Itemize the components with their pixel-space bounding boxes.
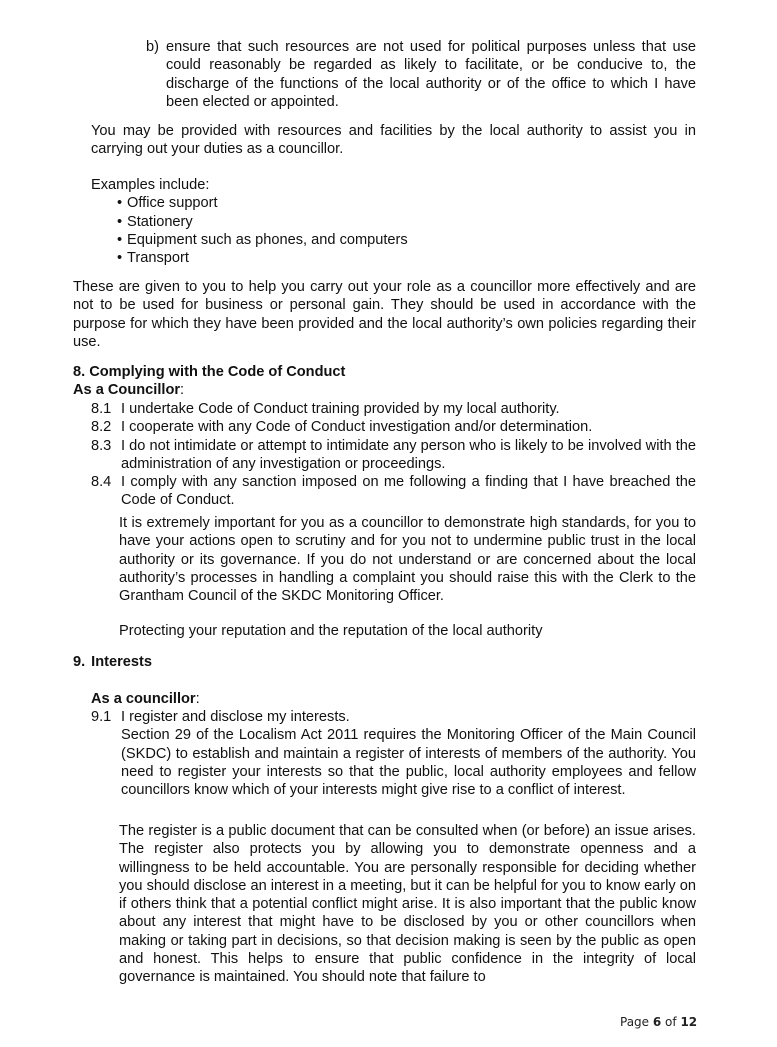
section-9-subheading: As a councillor: (91, 691, 200, 707)
list-item (91, 213, 696, 231)
list-item (91, 708, 696, 799)
item-number: 8.2 (91, 419, 112, 436)
section-8-subheading: As a Councillor: (73, 382, 185, 399)
list-item-text: Equipment such as phones, and computers (127, 231, 408, 248)
list-item-text: Stationery (127, 213, 193, 230)
item-number: 9.1 (91, 709, 112, 725)
section-9-title: Interests (91, 654, 153, 670)
item-text: I undertake Code of Conduct training provided by my local authority. (121, 401, 560, 417)
page-label: Page (620, 1015, 653, 1029)
bullet-icon: • (117, 231, 123, 248)
list-item (91, 231, 696, 249)
total-pages-number: 12 (680, 1015, 698, 1029)
section-8-items (91, 400, 696, 510)
section-8-heading: 8. Complying with the Code of Conduct (73, 364, 346, 380)
item-number: 8.4 (91, 474, 112, 491)
of-label: of (661, 1015, 681, 1029)
list-item-b (146, 38, 696, 111)
list-item (91, 418, 696, 436)
examples-section (91, 176, 696, 267)
item-number: 8.3 (91, 437, 112, 454)
list-item (91, 249, 696, 267)
resources-paragraph: You may be provided with resources and facilities by the local authority to assist you in carrying out your duties as a councillor. (91, 123, 696, 158)
current-page-number: 6 (652, 1015, 662, 1029)
register-paragraph: The register is a public document that can be consulted when (or before) an issue arises. The register also protects you by allowing you to demonstrate openness and a willingness to be held accountable. You are personally responsible for deciding whether you should disclose an interest in a meeting, but it can be helpful for you to know early on if others think that a potential conflict might arise. It is also important that the public know about any interest that might have to be disclosed by you or other councillors when making or taking part in decisions, so that decision making is seen by the public as open and honest. This helps to ensure that public confidence in the integrity of local governance is maintained. You should note that failure to (119, 823, 696, 986)
section-9-number: 9. (73, 654, 86, 670)
item-number: 8.1 (91, 401, 112, 417)
item-text: I cooperate with any Code of Conduct investigation and/or determination. (121, 419, 593, 436)
list-item (91, 473, 696, 510)
item-text: I do not intimidate or attempt to intimidate any person who is likely to be involved with the administration of any investigation or proceedings. (121, 437, 696, 472)
list-item (91, 437, 696, 474)
examples-intro: Examples include: (91, 177, 210, 193)
section-29-paragraph: Section 29 of the Localism Act 2011 requires the Monitoring Officer of the Main Council (SKDC) to establish and maintain a register of interests of members of the authority. You need to register your interests so that the public, local authority employees and fellow councillors know which of your interests might give rise to a conflict of interest. (121, 727, 696, 799)
bullet-icon: • (117, 195, 123, 212)
resources-usage-paragraph: These are given to you to help you carry out your role as a councillor more effectively and are not to be used for business or personal gain. They should be used in accordance with the purpose for which they have been provided and the local authority’s own policies regarding their use. (73, 279, 696, 350)
protecting-reputation-line: Protecting your reputation and the reputation of the local authority (119, 623, 543, 639)
section-9-item-9-1 (91, 708, 696, 799)
bullet-icon: • (117, 250, 123, 267)
code-of-conduct-guidance-paragraph: It is extremely important for you as a councillor to demonstrate high standards, for you to have your actions open to scrutiny and for you not to undermine public trust in the local authority or its governance. If you do not understand or are concerned about the local authority’s processes in handling a complaint you should raise this with the Clerk to the Grantham Council of the SKDC Monitoring Officer. (119, 515, 696, 605)
section-8 (73, 363, 696, 400)
list-item-text: Office support (127, 195, 218, 212)
examples-list (91, 194, 696, 267)
item-text: I comply with any sanction imposed on me following a finding that I have breached the Code of Conduct. (121, 474, 696, 509)
item-text: I register and disclose my interests. (121, 709, 350, 725)
page-number-footer (620, 1013, 697, 1031)
list-item (91, 194, 696, 212)
list-item (91, 400, 696, 418)
section-9-heading (73, 653, 696, 671)
bullet-icon: • (117, 213, 123, 230)
list-item-text: ensure that such resources are not used for political purposes unless that use could reasonably be regarded as likely to facilitate, or be conducive to, the discharge of the functions of the local authority or of the office to which I have been elected or appointed. (166, 39, 696, 110)
list-item-text: Transport (127, 250, 189, 267)
list-item-label: b) (146, 39, 159, 55)
